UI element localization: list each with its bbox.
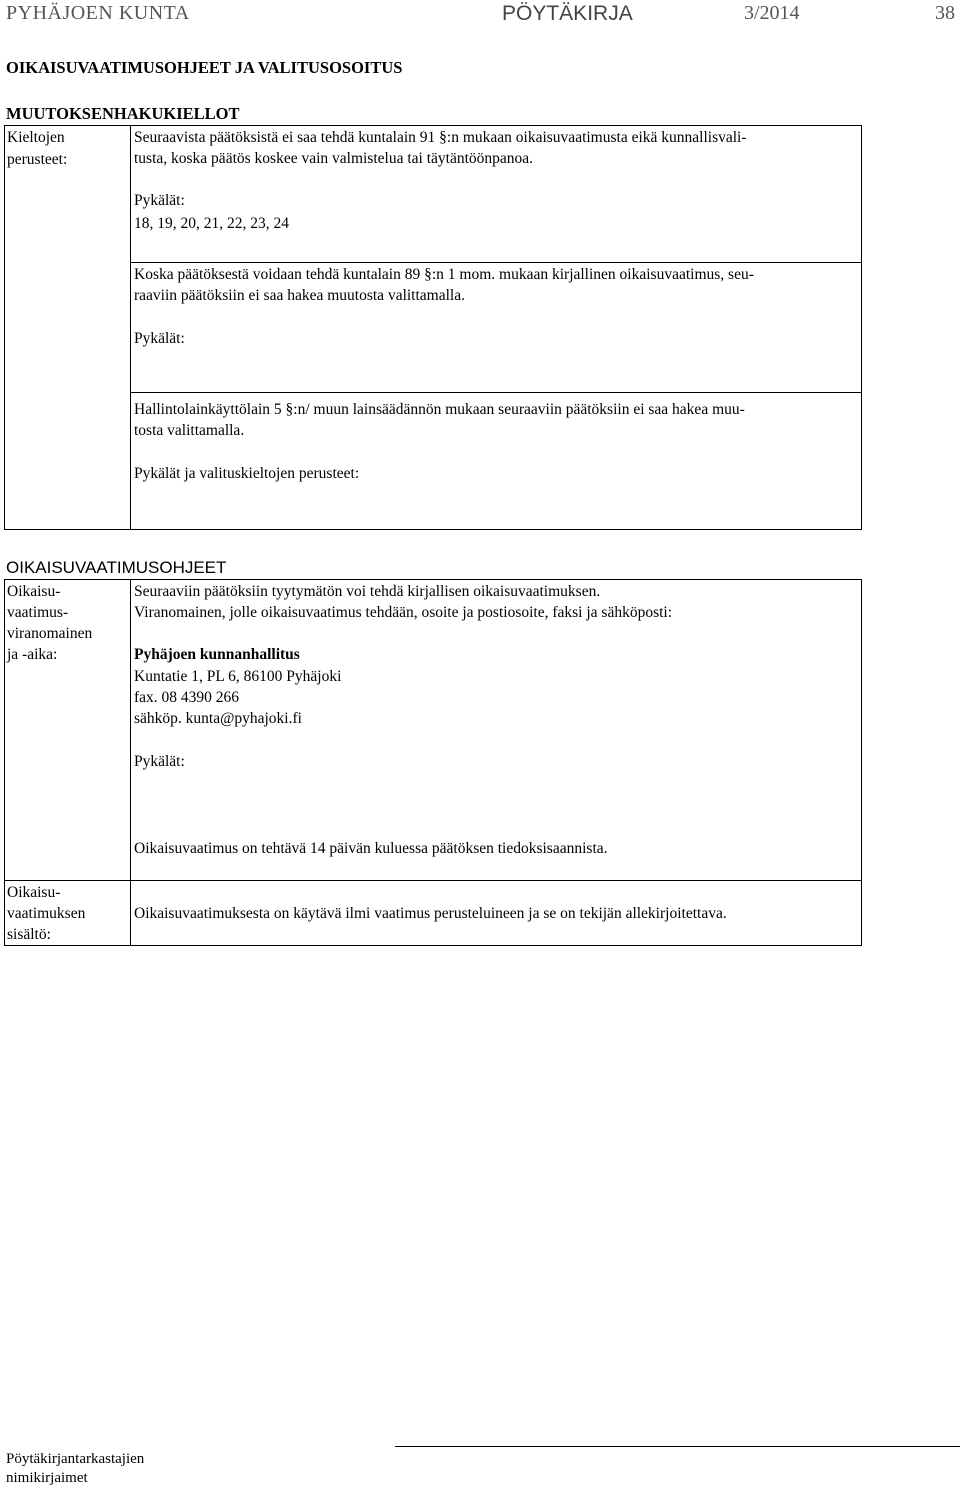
prohibitions-label-line1: Kieltojen <box>7 129 65 146</box>
content-label-cell <box>4 880 131 946</box>
prohibitions-block2-cell <box>130 262 862 393</box>
prohibitions-label-line2: perusteet: <box>7 151 68 168</box>
authority-email: sähköp. kunta@pyhajoki.fi <box>134 710 302 727</box>
page-title: OIKAISUVAATIMUSOHJEET JA VALITUSOSOITUS <box>6 58 403 77</box>
issue-number: 3/2014 <box>744 2 800 24</box>
rectification-heading: OIKAISUVAATIMUSOHJEET <box>6 558 227 577</box>
rectification-deadline: Oikaisuvaatimus on tehtävä 14 päivän kuluessa päätöksen tiedoksisaannista. <box>134 840 608 857</box>
block1-sections: 18, 19, 20, 21, 22, 23, 24 <box>134 215 289 232</box>
prohibitions-label-cell <box>4 125 131 530</box>
block2-sections-label: Pykälät: <box>134 330 185 347</box>
rectification-sections-label: Pykälät: <box>134 753 185 770</box>
block3-line2: tosta valittamalla. <box>134 422 245 439</box>
footer-line2: nimikirjaimet <box>6 1470 88 1486</box>
rectification-label-cell <box>4 579 131 881</box>
content-label-line2: vaatimuksen <box>7 905 86 922</box>
content-text: Oikaisuvaatimuksesta on käytävä ilmi vaatimus perusteluineen ja se on tekijän allekirjoitettava. <box>134 905 727 922</box>
block1-line2: tusta, koska päätös koskee vain valmistelua tai täytäntöönpanoa. <box>134 150 534 167</box>
rectification-label-line2: vaatimus- <box>7 604 69 621</box>
municipality-name: PYHÄJOEN KUNTA <box>6 2 190 24</box>
prohibitions-block1-cell <box>130 125 862 263</box>
content-text-cell <box>130 880 862 946</box>
block3-line1: Hallintolainkäyttölain 5 §:n/ muun lainsäädännön mukaan seuraaviin päätöksiin ei saa hakea muu- <box>134 401 745 418</box>
footer-rule <box>395 1446 960 1447</box>
content-label-line1: Oikaisu- <box>7 884 61 901</box>
authority-name: Pyhäjoen kunnanhallitus <box>134 646 300 663</box>
rectification-label-line1: Oikaisu- <box>7 583 61 600</box>
footer-line1: Pöytäkirjantarkastajien <box>6 1451 145 1467</box>
prohibitions-heading: MUUTOKSENHAKUKIELLOT <box>6 104 240 123</box>
rectification-line2: Viranomainen, jolle oikaisuvaatimus tehdään, osoite ja postiosoite, faksi ja sähköposti: <box>134 604 673 621</box>
block1-line1: Seuraavista päätöksistä ei saa tehdä kuntalain 91 §:n mukaan oikaisuvaatimusta eikä kunnallisvali- <box>134 129 747 146</box>
rectification-line1: Seuraaviin päätöksiin tyytymätön voi tehdä kirjallisen oikaisuvaatimuksen. <box>134 583 601 600</box>
rectification-label-line3: viranomainen <box>7 625 93 642</box>
content-label-line3: sisältö: <box>7 926 51 943</box>
authority-address: Kuntatie 1, PL 6, 86100 Pyhäjoki <box>134 668 342 685</box>
block2-line2: raaviin päätöksiin ei saa hakea muutosta valittamalla. <box>134 287 465 304</box>
document-type: PÖYTÄKIRJA <box>502 2 633 25</box>
page-number: 38 <box>935 2 955 24</box>
authority-fax: fax. 08 4390 266 <box>134 689 240 706</box>
rectification-content-cell <box>130 579 862 881</box>
block1-sections-label: Pykälät: <box>134 192 185 209</box>
block3-sections-label: Pykälät ja valituskieltojen perusteet: <box>134 465 360 482</box>
block2-line1: Koska päätöksestä voidaan tehdä kuntalain 89 §:n 1 mom. mukaan kirjallinen oikaisuvaatimus, seu- <box>134 266 754 283</box>
rectification-label-line4: ja -aika: <box>7 646 58 663</box>
prohibitions-block3-cell <box>130 392 862 530</box>
